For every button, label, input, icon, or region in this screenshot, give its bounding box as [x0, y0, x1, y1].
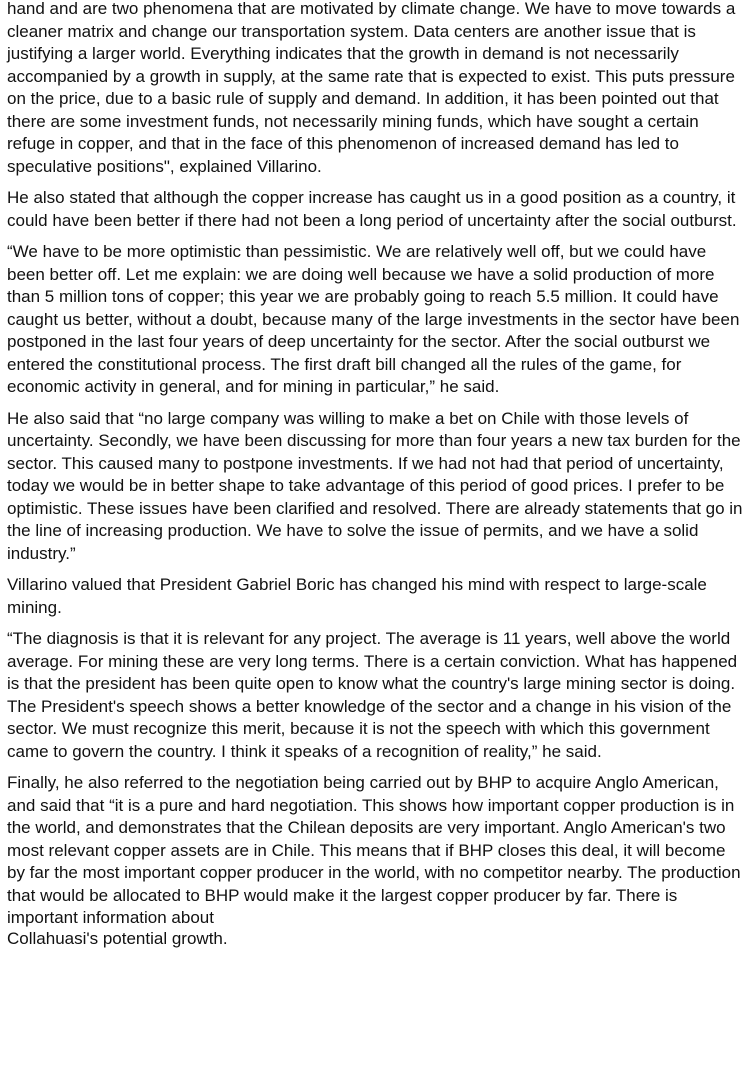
paragraph-5: Villarino valued that President Gabriel Boric has changed his mind with respect to large-scale mining.	[7, 575, 707, 617]
paragraph-1: hand and are two phenomena that are motivated by climate change. We have to move towards a cleaner matrix and change our transportation system. Data centers are another issue that is justifying a larger world. Everything indicates that the growth in demand is not necessarily accompanied by a growth in supply, at the same rate that is expected to exist. This puts pressure on the price, due to a basic rule of supply and demand. In addition, it has been pointed out that there are some investment funds, not necessarily mining funds, which have sought a certain refuge in copper, and that in the face of this phenomenon of increased demand has led to speculative positions", explained Villarino.	[7, 0, 736, 176]
paragraph-3: “We have to be more optimistic than pessimistic. We are relatively well off, but we could have been better off. Let me explain: we are doing well because we have a solid production of more than 5 million tons of copper; this year we are probably going to reach 5.5 million. It could have caught us better, without a doubt, because many of the large investments in the sector have been postponed in the last four years of deep uncertainty for the sector. After the social outburst we entered the constitutional process. The first draft bill changed all the rules of the game, for economic activity in general, and for mining in particular,” he said.	[7, 242, 740, 396]
paragraph-7	[7, 772, 745, 950]
article-body	[7, 0, 745, 959]
paragraph-4: He also said that “no large company was willing to make a bet on Chile with those levels of uncertainty. Secondly, we have been discussing for more than four years a new tax burden for the sector. This caused many to postpone investments. If we had not had that period of uncertainty, today we would be in better shape to take advantage of this period of good prices. I prefer to be optimistic. These issues have been clarified and resolved. There are already statements that go in the line of increasing production. We have to solve the issue of permits, and we have a solid industry.”	[7, 408, 743, 563]
paragraph-6: “The diagnosis is that it is relevant for any project. The average is 11 years, well above the world average. For mining these are very long terms. There is a certain conviction. What has happened is that the president has been quite open to know what the country's large mining sector is doing. The President's speech shows a better knowledge of the sector and a change in his vision of the sector. We must recognize this merit, because it is not the speech with which this government came to govern the country. I think it speaks of a recognition of reality,” he said.	[7, 629, 738, 761]
paragraph-7-tail-line: Collahuasi's potential growth.	[7, 928, 228, 948]
paragraph-7-text: Finally, he also referred to the negotiation being carried out by BHP to acquire Anglo American, and said that “it is a pure and hard negotiation. This shows how important copper production is in the world, and demonstrates that the Chilean deposits are very important. Anglo American's two most relevant copper assets are in Chile. This means that if BHP closes this deal, it will become by far the most important copper producer in the world, with no competitor nearby. The production that would be allocated to BHP would make it the largest copper producer by far. There is important information about	[7, 773, 741, 927]
paragraph-2: He also stated that although the copper increase has caught us in a good position as a country, it could have been better if there had not been a long period of uncertainty after the social outburst.	[7, 188, 737, 230]
